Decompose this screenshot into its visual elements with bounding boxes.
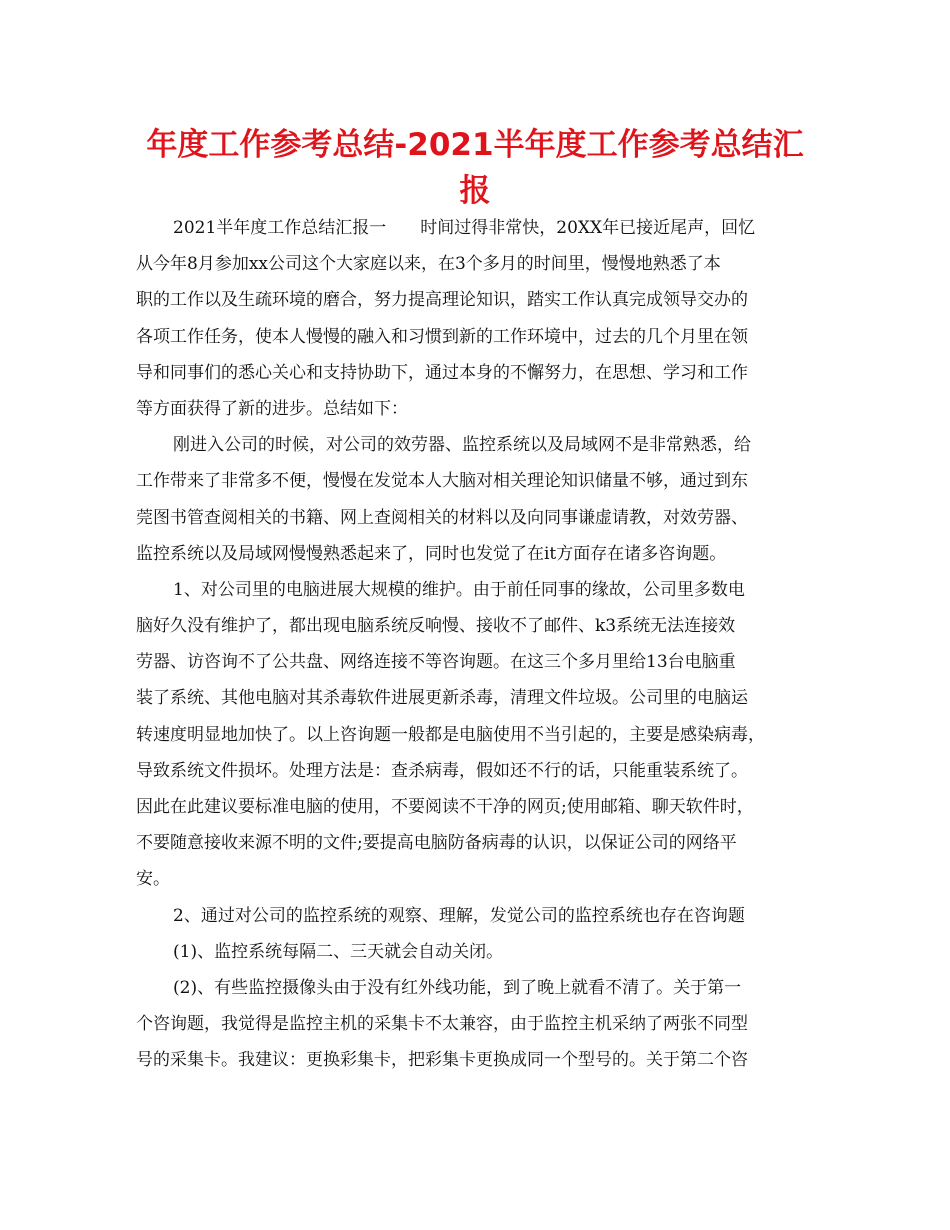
body-text-line: 导和同事们的悉心关心和支持协助下，通过本身的不懈努力，在思想、学习和工作 xyxy=(136,362,748,383)
document-title-line-2: 报 xyxy=(459,173,491,209)
body-text-line: 2、通过对公司的监控系统的观察、理解，发觉公司的监控系统也存在咨询题 xyxy=(173,905,745,926)
body-text-line: 转速度明显地加快了。以上咨询题一般都是电脑使用不当引起的，主要是感染病毒， xyxy=(136,724,765,745)
body-text-line: (1)、监控系统每隔二、三天就会自动关闭。 xyxy=(173,941,504,962)
body-text-line: 刚进入公司的时候，对公司的效劳器、监控系统以及局域网不是非常熟悉，给 xyxy=(173,435,751,456)
body-text-line: 工作带来了非常多不便，慢慢在发觉本人大脑对相关理论知识储量不够，通过到东 xyxy=(136,471,748,492)
body-text-line: 安。 xyxy=(136,869,170,890)
body-text-line: 等方面获得了新的进步。总结如下： xyxy=(136,398,408,419)
body-text-line: 2021半年度工作总结汇报一 时间过得非常快，20XX年已接近尾声，回忆 xyxy=(173,218,756,238)
body-text-line: 各项工作任务，使本人慢慢的融入和习惯到新的工作环境中，过去的几个月里在领 xyxy=(136,326,748,347)
body-text-line: 监控系统以及局域网慢慢熟悉起来了，同时也发觉了在it方面存在诸多咨询题。 xyxy=(136,543,727,564)
body-text-line: 因此在此建议要标准电脑的使用，不要阅读不干净的网页;使用邮箱、聊天软件时， xyxy=(136,797,754,817)
body-text-line: (2)、有些监控摄像头由于没有红外线功能，到了晚上就看不清了。关于第一 xyxy=(173,977,742,998)
body-text-line: 装了系统、其他电脑对其杀毒软件进展更新杀毒，清理文件垃圾。公司里的电脑运 xyxy=(136,688,748,709)
body-text-line: 1、对公司里的电脑进展大规模的维护。由于前任同事的缘故，公司里多数电 xyxy=(173,579,745,600)
body-text-line: 号的采集卡。我建议：更换彩集卡，把彩集卡更换成同一个型号的。关于第二个咨 xyxy=(136,1050,748,1071)
body-text-line: 导致系统文件损坏。处理方法是：查杀病毒，假如还不行的话，只能重装系统了。 xyxy=(136,760,748,781)
body-text-line: 个咨询题，我觉得是监控主机的采集卡不太兼容，由于监控主机采纳了两张不同型 xyxy=(136,1014,748,1035)
body-text-line: 脑好久没有维护了，都出现电脑系统反响慢、接收不了邮件、k3系统无法连接效 xyxy=(136,616,736,637)
document-body xyxy=(136,210,820,1079)
body-text-line: 劳器、访咨询不了公共盘、网络连接不等咨询题。在这三个多月里给13台电脑重 xyxy=(136,652,736,673)
body-text-line: 职的工作以及生疏环境的磨合，努力提高理论知识，踏实工作认真完成领导交办的 xyxy=(136,290,748,311)
body-text-line: 不要随意接收来源不明的文件;要提高电脑防备病毒的认识，以保证公司的网络平 xyxy=(136,833,737,854)
body-text-line: 莞图书管查阅相关的书籍、网上查阅相关的材料以及向同事谦虚请教，对效劳器、 xyxy=(136,507,748,528)
document-title xyxy=(120,122,830,214)
body-text-line: 从今年8月参加xx公司这个大家庭以来，在3个多月的时间里，慢慢地熟悉了本 xyxy=(136,254,721,275)
document-title-line-1: 年度工作参考总结-2021半年度工作参考总结汇 xyxy=(146,127,804,163)
